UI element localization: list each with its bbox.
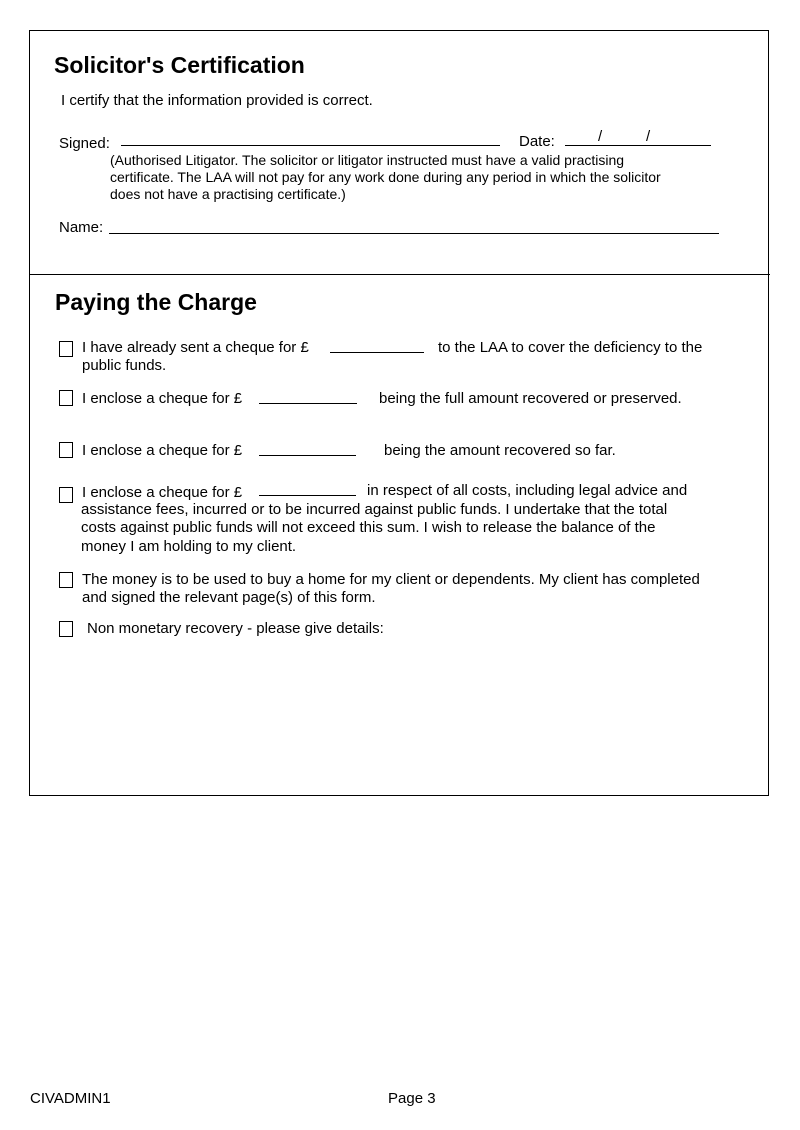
option-recovered-so-far-field[interactable]	[259, 455, 356, 456]
certification-statement: I certify that the information provided is correct.	[61, 92, 373, 109]
option-recovered-so-far-checkbox[interactable]	[59, 442, 73, 458]
option-all-costs-text: I enclose a cheque for £	[82, 484, 243, 501]
option-all-costs-text-after: in respect of all costs, including legal advice and	[367, 482, 688, 499]
option-buy-home-text-line-2: and signed the relevant page(s) of this form.	[82, 589, 376, 606]
non-monetary-details-area[interactable]	[82, 645, 752, 785]
option-cheque-sent-amount-field[interactable]	[330, 352, 424, 353]
name-label: Name:	[59, 219, 104, 236]
option-all-costs-text-line-4: money I am holding to my client.	[81, 538, 297, 555]
litigator-note-line-1: (Authorised Litigator. The solicitor or litigator instructed must have a valid practising	[110, 152, 625, 168]
option-full-amount-checkbox[interactable]	[59, 390, 73, 406]
name-field[interactable]	[109, 233, 719, 234]
form-code: CIVADMIN1	[30, 1090, 111, 1107]
option-recovered-so-far-text: I enclose a cheque for £	[82, 442, 243, 459]
date-field[interactable]	[565, 145, 711, 146]
page-number: Page 3	[388, 1090, 436, 1107]
option-non-monetary-text: Non monetary recovery - please give details:	[87, 620, 384, 637]
option-all-costs-amount-field[interactable]	[259, 495, 356, 496]
litigator-note-line-3: does not have a practising certificate.)	[110, 186, 346, 202]
section-divider	[30, 274, 770, 275]
option-full-amount-text: I enclose a cheque for £	[82, 390, 243, 407]
option-recovered-so-far-text-after: being the amount recovered so far.	[384, 442, 616, 459]
option-all-costs-checkbox[interactable]	[59, 487, 73, 503]
date-separator-1: /	[598, 128, 603, 145]
signed-label: Signed:	[59, 135, 110, 152]
option-cheque-sent-text-after: to the LAA to cover the deficiency to the	[438, 339, 703, 356]
option-all-costs-text-line-2: assistance fees, incurred or to be incurred against public funds. I undertake that the total	[81, 501, 668, 518]
certification-heading: Solicitor's Certification	[54, 52, 305, 78]
option-full-amount-field[interactable]	[259, 403, 357, 404]
option-cheque-sent-checkbox[interactable]	[59, 341, 73, 357]
date-separator-2: /	[646, 128, 651, 145]
option-non-monetary-checkbox[interactable]	[59, 621, 73, 637]
option-all-costs-text-line-3: costs against public funds will not exceed this sum. I wish to release the balance of the	[81, 519, 656, 536]
option-buy-home-checkbox[interactable]	[59, 572, 73, 588]
option-cheque-sent-text-cont: public funds.	[82, 357, 167, 374]
option-full-amount-text-after: being the full amount recovered or preserved.	[379, 390, 682, 407]
charge-heading: Paying the Charge	[55, 289, 257, 315]
option-buy-home-text-line-1: The money is to be used to buy a home for my client or dependents. My client has completed	[82, 571, 700, 588]
date-label: Date:	[519, 133, 555, 150]
litigator-note-line-2: certificate. The LAA will not pay for any work done during any period in which the solicitor	[110, 169, 661, 185]
option-cheque-sent-text: I have already sent a cheque for £	[82, 339, 309, 356]
signature-field[interactable]	[121, 145, 500, 146]
